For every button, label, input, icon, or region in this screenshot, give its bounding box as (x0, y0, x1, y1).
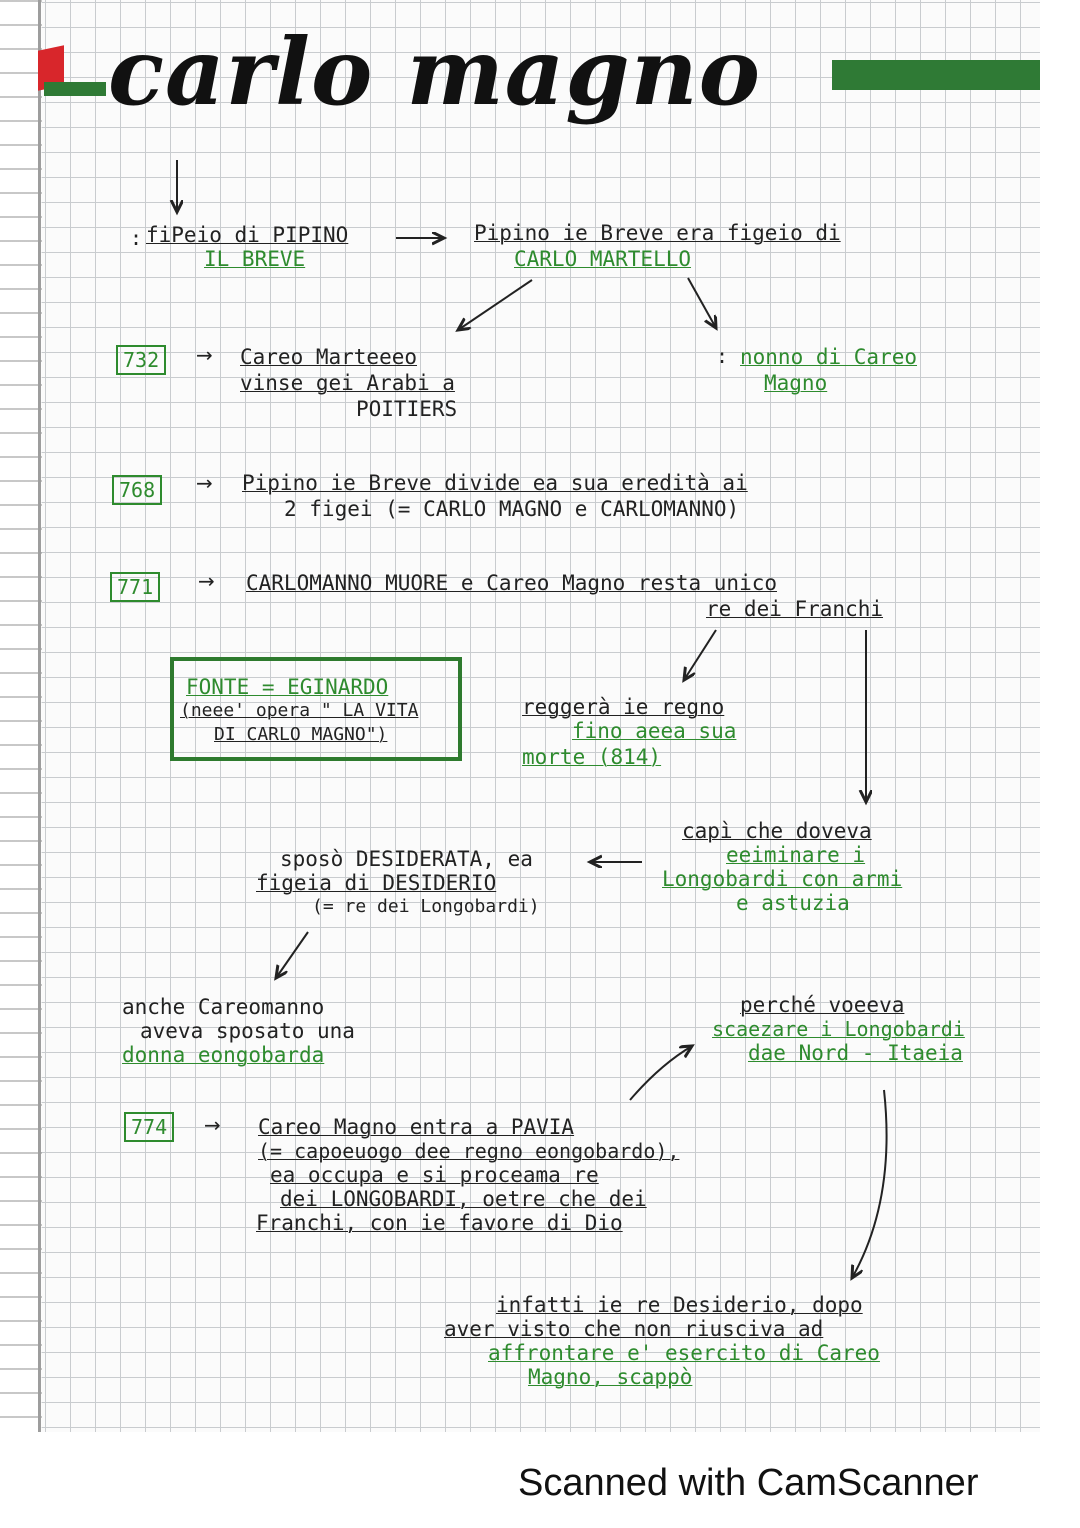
reign-line2: fino aeea sua (572, 719, 737, 743)
event-768-line2: 2 figei (= CARLO MAGNO e CARLOMANNO) (284, 497, 740, 521)
carlomanno-line3: donna eongobarda (122, 1043, 325, 1067)
arrow-to-carlomanno (276, 932, 308, 978)
arrow-to-732 (458, 280, 532, 330)
reason-line3: dae Nord - Itaeia (748, 1041, 963, 1065)
arrow-to-grandfather (688, 278, 716, 328)
colon-bullet-icon: : (130, 226, 143, 250)
colon-bullet-icon-2: : (716, 344, 729, 368)
event-774-line1: Careo Magno entra a PAVIA (258, 1115, 575, 1139)
year-badge-768: 768 (112, 475, 162, 505)
arrow-774-icon: → (204, 1113, 221, 1137)
year-badge-774: 774 (124, 1112, 174, 1142)
desiderio-line3: affrontare e' esercito di Careo (488, 1341, 880, 1365)
arrow-771-icon: → (198, 569, 215, 593)
year-badge-771: 771 (110, 572, 160, 602)
event-732-line2: vinse gei Arabi a (240, 371, 455, 395)
reason-line1: perché voeeva (740, 993, 905, 1017)
arrow-768-icon: → (196, 471, 213, 495)
reign-line1: reggerà ie regno (522, 695, 725, 719)
grandfather-line2: Magno (764, 371, 828, 395)
reign-line3: morte (814) (522, 745, 662, 769)
event-771-line2: re dei Franchi (706, 597, 884, 621)
marriage-line2: figeia di DESIDERIO (256, 871, 497, 895)
page-title: carlo magno (108, 18, 761, 126)
scanner-watermark: Scanned with CamScanner (518, 1462, 979, 1504)
desiderio-line1: infatti ie re Desiderio, dopo (496, 1293, 863, 1317)
event-774-line2: (= capoeuogo dee regno eongobardo), (258, 1139, 680, 1163)
event-732-line1: Careo Marteeeo (240, 345, 418, 369)
goal-line1: capì che doveva (682, 819, 872, 843)
carlomanno-line1: anche Careomanno (122, 995, 325, 1019)
arrow-732-icon: → (196, 343, 213, 367)
marriage-line3: (= re dei Longobardi) (312, 896, 540, 917)
year-badge-732: 732 (116, 345, 166, 375)
marriage-line1: sposò DESIDERATA, ea (280, 847, 533, 871)
goal-line2: eeiminare i (726, 843, 866, 867)
source-line2: (neee' opera " LA VITA (180, 700, 419, 721)
intro-son-of (146, 222, 348, 248)
event-774-line4: dei LONGOBARDI, oetre che dei (280, 1187, 647, 1211)
reason-line2: scaezare i Longobardi (712, 1017, 965, 1041)
source-line3: DI CARLO MAGNO") (214, 724, 388, 745)
desiderio-line2: aver visto che non riusciva ad (444, 1317, 824, 1341)
event-768-line1: Pipino ie Breve divide ea sua eredità ai (242, 471, 748, 495)
event-771-line1: CARLOMANNO MUORE e Careo Magno resta unico (246, 571, 778, 595)
arrow-774-to-reason (630, 1046, 692, 1100)
grandfather-line1: nonno di Careo (740, 345, 918, 369)
intro-line1: fiPeio di PIPINO (146, 223, 349, 247)
source-line1: FONTE = EGINARDO (186, 675, 389, 699)
goal-line3: Longobardi con armi (662, 867, 903, 891)
goal-line4: e astuzia (736, 891, 850, 915)
event-732-line3: POITIERS (356, 397, 458, 421)
father-line2: CARLO MARTELLO (514, 247, 692, 271)
arrow-to-reign (684, 630, 716, 680)
carlomanno-line2: aveva sposato una (140, 1019, 355, 1043)
event-774-line3: ea occupa e si proceama re (270, 1163, 599, 1187)
intro-line2: IL BREVE (204, 247, 306, 271)
father-line1: Pipino ie Breve era figeio di (474, 221, 841, 245)
arrow-reason-to-desiderio (852, 1090, 887, 1278)
desiderio-line4: Magno, scappò (528, 1365, 693, 1389)
event-774-line5: Franchi, con ie favore di Dio (256, 1211, 623, 1235)
